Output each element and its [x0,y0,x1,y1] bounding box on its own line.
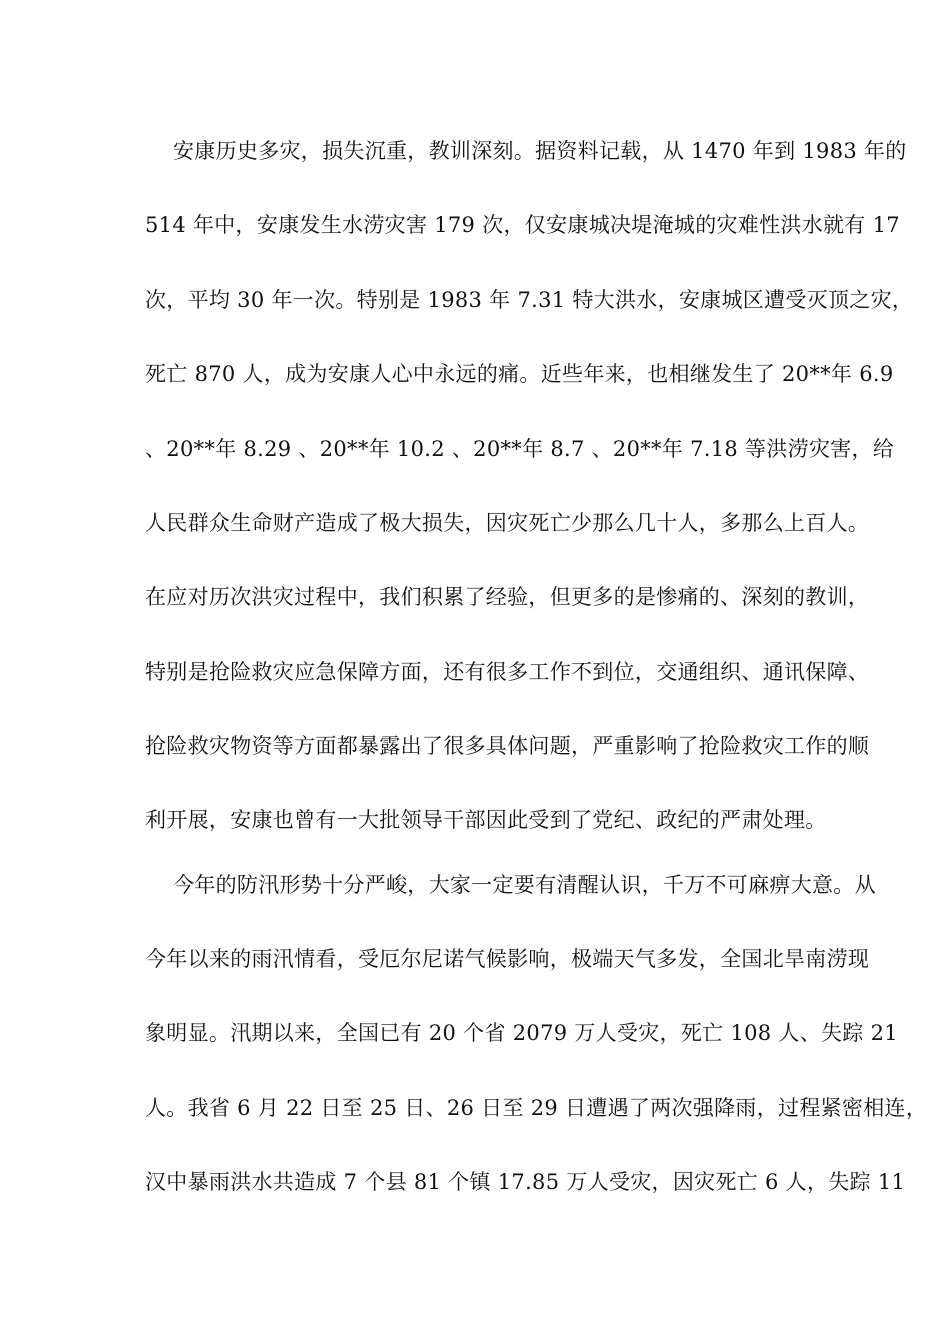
text-line: 象明显。汛期以来，全国已有 20 个省 2079 万人受灾，死亡 108 人、失踪 21 [145,1021,898,1045]
text-line: 、20**年 8.29 、20**年 10.2 、20**年 8.7 、20**年 7.18 等洪涝灾害，给 [145,437,895,461]
text-line: 人。我省 6 月 22 日至 25 日、26 日至 29 日遭遇了两次强降雨，过程紧密相连， [145,1096,928,1120]
text-line: 次，平均 30 年一次。特别是 1983 年 7.31 特大洪水，安康城区遭受灭顶之灾， [145,288,914,312]
text-line: 在应对历次洪灾过程中，我们积累了经验，但更多的是惨痛的、深刻的教训， [145,585,870,609]
text-line: 514 年中，安康发生水涝灾害 179 次，仅安康城决堤淹城的灾难性洪水就有 17 [145,213,900,237]
text-line: 抢险救灾物资等方面都暴露出了很多具体问题，严重影响了抢险救灾工作的顺 [145,734,870,758]
text-line: 今年的防汛形势十分严峻，大家一定要有清醒认识，千万不可麻痹大意。从 [173,873,876,897]
text-line: 利开展，安康也曾有一大批领导干部因此受到了党纪、政纪的严肃处理。 [145,808,827,832]
text-line: 安康历史多灾，损失沉重，教训深刻。据资料记载，从 1470 年到 1983 年的 [173,139,907,163]
text-line: 特别是抢险救灾应急保障方面，还有很多工作不到位，交通组织、通讯保障、 [145,660,870,684]
text-line: 死亡 870 人，成为安康人心中永远的痛。近些年来，也相继发生了 20**年 6.9 [145,362,894,386]
text-line: 汉中暴雨洪水共造成 7 个县 81 个镇 17.85 万人受灾，因灾死亡 6 人，失踪 11 [145,1170,906,1194]
text-line: 今年以来的雨汛情看，受厄尔尼诺气候影响，极端天气多发，全国北旱南涝现 [145,947,870,971]
text-line: 人民群众生命财产造成了极大损失，因灾死亡少那么几十人，多那么上百人。 [145,511,870,535]
